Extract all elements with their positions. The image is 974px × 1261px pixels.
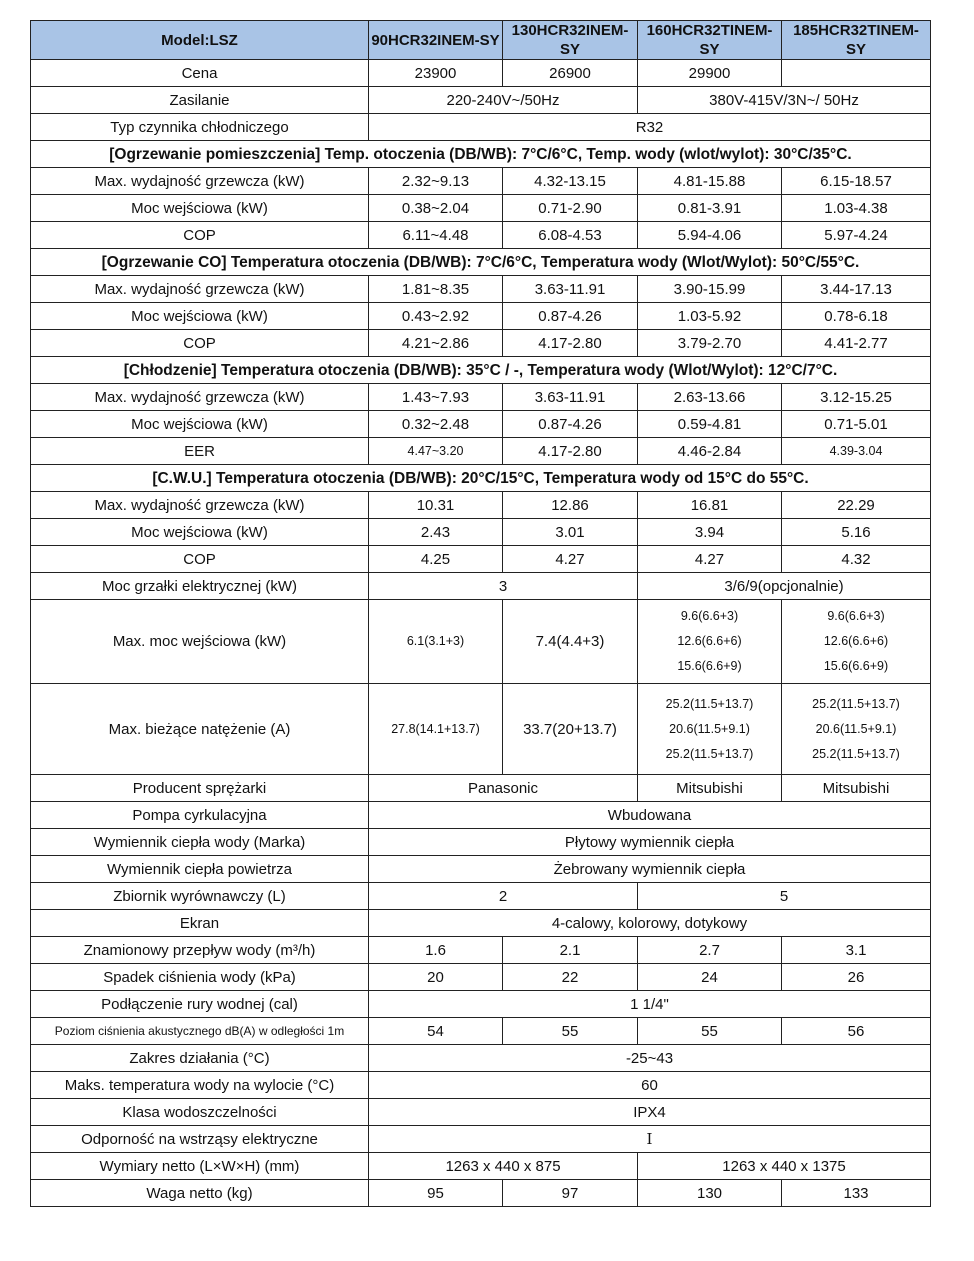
row-max-prad [31, 684, 931, 775]
row-label: Moc grzałki elektrycznej (kW) [31, 573, 369, 600]
cell: 6.15-18.57 [782, 168, 931, 195]
cell: 3.79-2.70 [638, 330, 782, 357]
cell: Panasonic [369, 775, 638, 802]
row-label: Max. wydajność grzewcza (kW) [31, 276, 369, 303]
row-grzalka [31, 573, 931, 600]
cell: 3.63-11.91 [503, 276, 638, 303]
row-label: Wymiennik ciepła wody (Marka) [31, 829, 369, 856]
row-label: Typ czynnika chłodniczego [31, 114, 369, 141]
row-label: Moc wejściowa (kW) [31, 195, 369, 222]
cell: 97 [503, 1180, 638, 1207]
cell: 4.25 [369, 546, 503, 573]
row-label: Maks. temperatura wody na wylocie (°C) [31, 1072, 369, 1099]
cell: 55 [503, 1018, 638, 1045]
cell: Mitsubishi [782, 775, 931, 802]
row-label: COP [31, 546, 369, 573]
row-label: Max. moc wejściowa (kW) [31, 600, 369, 684]
row-wymiary [31, 1153, 931, 1180]
cell: 0.87-4.26 [503, 411, 638, 438]
row-max-moc [31, 600, 931, 684]
row-rura [31, 991, 931, 1018]
table-row [31, 330, 931, 357]
cell: 3.44-17.13 [782, 276, 931, 303]
cell: 1263 x 440 x 875 [369, 1153, 638, 1180]
cell: 130 [638, 1180, 782, 1207]
section-heading [31, 357, 931, 384]
row-label: Cena [31, 60, 369, 87]
row-label: Producent sprężarki [31, 775, 369, 802]
cell: 22.29 [782, 492, 931, 519]
cell: 7.4(4.4+3) [503, 600, 638, 684]
cell: 1.81~8.35 [369, 276, 503, 303]
cell: Mitsubishi [638, 775, 782, 802]
cell: 1.43~7.93 [369, 384, 503, 411]
cell: 4.21~2.86 [369, 330, 503, 357]
cell: 5 [638, 883, 931, 910]
cell-line: 15.6(6.6+9) [677, 659, 742, 673]
cell: 220-240V~/50Hz [369, 87, 638, 114]
cell: 1.03-5.92 [638, 303, 782, 330]
cell: 2.7 [638, 937, 782, 964]
model-2: 130HCR32INEM-SY [503, 21, 638, 60]
cell: 1.03-4.38 [782, 195, 931, 222]
table-row [31, 411, 931, 438]
cell-line: 15.6(6.6+9) [823, 659, 889, 673]
row-przeplyw [31, 937, 931, 964]
cell-line: 12.6(6.6+6) [677, 634, 742, 648]
cell: 4.32 [782, 546, 931, 573]
row-halas [31, 1018, 931, 1045]
cell: 33.7(20+13.7) [503, 684, 638, 775]
cell: 0.59-4.81 [638, 411, 782, 438]
table-row [31, 168, 931, 195]
cell: 2.63-13.66 [638, 384, 782, 411]
cell: 3.94 [638, 519, 782, 546]
row-label: Pompa cyrkulacyjna [31, 802, 369, 829]
table-row [31, 519, 931, 546]
cell: 1263 x 440 x 1375 [638, 1153, 931, 1180]
section-heading [31, 141, 931, 168]
section-title: [C.W.U.] Temperatura otoczenia (DB/WB): 20°C/15°C, Temperatura wody od 15°C do 55°C. [31, 465, 931, 492]
table-row [31, 222, 931, 249]
cell: 2.32~9.13 [369, 168, 503, 195]
cell: 4-calowy, kolorowy, dotykowy [369, 910, 931, 937]
cell: 3.01 [503, 519, 638, 546]
cell: 0.71-2.90 [503, 195, 638, 222]
table-row [31, 546, 931, 573]
cell-multi [638, 684, 782, 775]
section-heading [31, 249, 931, 276]
table-row [31, 384, 931, 411]
row-label: Wymiennik ciepła powietrza [31, 856, 369, 883]
cell: 6.11~4.48 [369, 222, 503, 249]
section-title: [Ogrzewanie CO] Temperatura otoczenia (DB/WB): 7°C/6°C, Temperatura wody (Wlot/Wylot): 50°C/55°C. [31, 249, 931, 276]
cell-line: 25.2(11.5+13.7) [812, 696, 900, 711]
row-spadek [31, 964, 931, 991]
cell: 0.43~2.92 [369, 303, 503, 330]
table-row [31, 438, 931, 465]
cell: 56 [782, 1018, 931, 1045]
cell: 0.78-6.18 [782, 303, 931, 330]
row-label: Zbiornik wyrównawczy (L) [31, 883, 369, 910]
cell: 5.97-4.24 [782, 222, 931, 249]
cell: R32 [369, 114, 931, 141]
row-label: Moc wejściowa (kW) [31, 303, 369, 330]
cell: 22 [503, 964, 638, 991]
cell: 4.17-2.80 [503, 330, 638, 357]
row-sprezarka [31, 775, 931, 802]
cell: 2 [369, 883, 638, 910]
cell-line: 20.6(11.5+9.1) [669, 721, 750, 736]
cell-line: 25.2(11.5+13.7) [665, 696, 754, 711]
cell: I [369, 1126, 931, 1153]
row-wymiennik-powietrza [31, 856, 931, 883]
cell: 1.6 [369, 937, 503, 964]
cell: Żebrowany wymiennik ciepła [369, 856, 931, 883]
row-label: Poziom ciśnienia akustycznego dB(A) w odległości 1m [31, 1018, 369, 1045]
row-label: Zasilanie [31, 87, 369, 114]
cell-line: 9.6(6.6+3) [680, 609, 739, 623]
row-label: Klasa wodoszczelności [31, 1099, 369, 1126]
cell: 95 [369, 1180, 503, 1207]
cell-line: 20.6(11.5+9.1) [815, 721, 897, 736]
header-row [31, 21, 931, 60]
row-label: Znamionowy przepływ wody (m³/h) [31, 937, 369, 964]
row-czynnik [31, 114, 931, 141]
cell: 12.86 [503, 492, 638, 519]
cell: 26 [782, 964, 931, 991]
row-label: Spadek ciśnienia wody (kPa) [31, 964, 369, 991]
row-label: Waga netto (kg) [31, 1180, 369, 1207]
cell: 5.94-4.06 [638, 222, 782, 249]
cell: 3/6/9(opcjonalnie) [638, 573, 931, 600]
cell: 54 [369, 1018, 503, 1045]
row-label: Podłączenie rury wodnej (cal) [31, 991, 369, 1018]
cell: 6.1(3.1+3) [369, 600, 503, 684]
cell: 60 [369, 1072, 931, 1099]
cell: 3.12-15.25 [782, 384, 931, 411]
cell: 4.41-2.77 [782, 330, 931, 357]
cell: 4.17-2.80 [503, 438, 638, 465]
cell: 20 [369, 964, 503, 991]
row-label: COP [31, 222, 369, 249]
row-label: Moc wejściowa (kW) [31, 411, 369, 438]
cell: 4.27 [503, 546, 638, 573]
cell-multi [782, 600, 931, 684]
model-3: 160HCR32TINEM-SY [638, 21, 782, 60]
cell: 4.32-13.15 [503, 168, 638, 195]
cell [782, 60, 931, 87]
cell: 16.81 [638, 492, 782, 519]
spec-table [30, 20, 931, 1207]
row-zasilanie [31, 87, 931, 114]
row-label: Max. wydajność grzewcza (kW) [31, 384, 369, 411]
table-row [31, 303, 931, 330]
cell-multi [782, 684, 931, 775]
cell-line: 25.2(11.5+13.7) [665, 746, 754, 761]
cell: 26900 [503, 60, 638, 87]
row-label: Max. bieżące natężenie (A) [31, 684, 369, 775]
row-cena [31, 60, 931, 87]
model-1: 90HCR32INEM-SY [369, 21, 503, 60]
cell: 4.46-2.84 [638, 438, 782, 465]
row-zakres [31, 1045, 931, 1072]
row-label: Wymiary netto (L×W×H) (mm) [31, 1153, 369, 1180]
cell-line: 12.6(6.6+6) [823, 634, 889, 648]
section-heading [31, 465, 931, 492]
cell: 23900 [369, 60, 503, 87]
row-wymiennik-wody [31, 829, 931, 856]
cell: 0.87-4.26 [503, 303, 638, 330]
model-label: Model:LSZ [31, 21, 369, 60]
cell-line: 9.6(6.6+3) [827, 609, 885, 623]
cell: 6.08-4.53 [503, 222, 638, 249]
cell: 3 [369, 573, 638, 600]
table-row [31, 492, 931, 519]
row-label: Max. wydajność grzewcza (kW) [31, 492, 369, 519]
row-label: Odporność na wstrząsy elektryczne [31, 1126, 369, 1153]
cell: 3.63-11.91 [503, 384, 638, 411]
cell: 29900 [638, 60, 782, 87]
row-label: COP [31, 330, 369, 357]
cell-line: 25.2(11.5+13.7) [812, 746, 900, 761]
section-title: [Chłodzenie] Temperatura otoczenia (DB/WB): 35°C / -, Temperatura wody (Wlot/Wylot): 12°C/7°C. [31, 357, 931, 384]
section-title: [Ogrzewanie pomieszczenia] Temp. otoczenia (DB/WB): 7°C/6°C, Temp. wody (wlot/wylot): 30°C/35°C. [31, 141, 931, 168]
cell: 10.31 [369, 492, 503, 519]
cell: 0.71-5.01 [782, 411, 931, 438]
cell: 4.81-15.88 [638, 168, 782, 195]
cell: 55 [638, 1018, 782, 1045]
model-4: 185HCR32TINEM-SY [782, 21, 931, 60]
table-row [31, 276, 931, 303]
cell: 4.27 [638, 546, 782, 573]
row-klasa [31, 1099, 931, 1126]
row-ekran [31, 910, 931, 937]
cell: 3.90-15.99 [638, 276, 782, 303]
cell: 0.32~2.48 [369, 411, 503, 438]
row-label: Zakres działania (°C) [31, 1045, 369, 1072]
cell: IPX4 [369, 1099, 931, 1126]
row-waga [31, 1180, 931, 1207]
cell: 2.1 [503, 937, 638, 964]
row-label: Max. wydajność grzewcza (kW) [31, 168, 369, 195]
cell: 4.47~3.20 [369, 438, 503, 465]
row-label: Moc wejściowa (kW) [31, 519, 369, 546]
cell: 4.39-3.04 [782, 438, 931, 465]
row-label: Ekran [31, 910, 369, 937]
cell-multi [638, 600, 782, 684]
cell: 24 [638, 964, 782, 991]
cell: 0.81-3.91 [638, 195, 782, 222]
cell: Wbudowana [369, 802, 931, 829]
cell: -25~43 [369, 1045, 931, 1072]
table-row [31, 195, 931, 222]
row-zbiornik [31, 883, 931, 910]
cell: 5.16 [782, 519, 931, 546]
cell: 3.1 [782, 937, 931, 964]
cell: 0.38~2.04 [369, 195, 503, 222]
cell: 1 1/4" [369, 991, 931, 1018]
cell: 380V-415V/3N~/ 50Hz [638, 87, 931, 114]
row-odpornosc [31, 1126, 931, 1153]
cell: 2.43 [369, 519, 503, 546]
row-pompa [31, 802, 931, 829]
row-max-temp [31, 1072, 931, 1099]
cell: 133 [782, 1180, 931, 1207]
cell: 27.8(14.1+13.7) [369, 684, 503, 775]
row-label: EER [31, 438, 369, 465]
cell: Płytowy wymiennik ciepła [369, 829, 931, 856]
